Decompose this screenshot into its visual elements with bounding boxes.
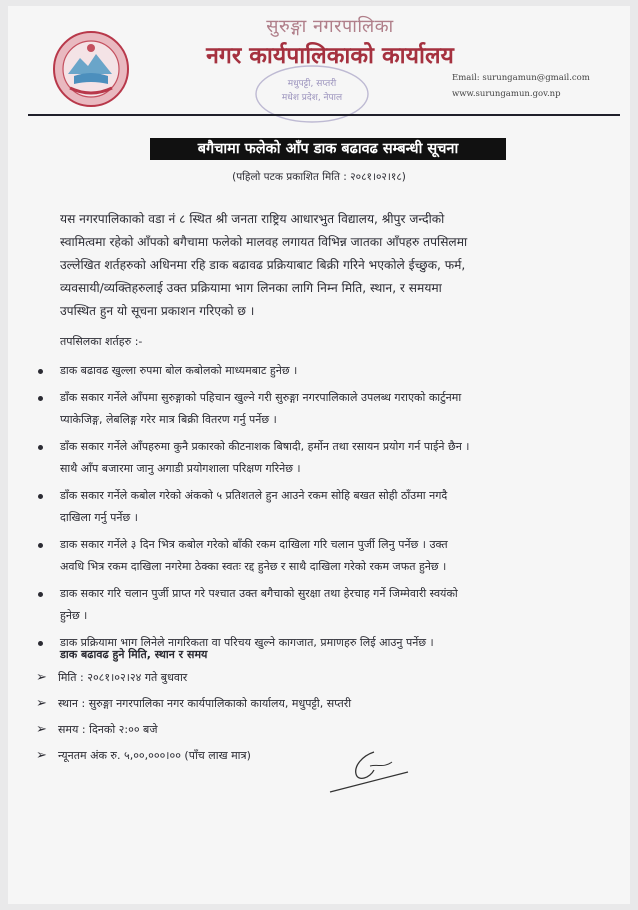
bullet-icon xyxy=(38,592,43,597)
bid-detail-time: ➢ समय : दिनको २:०० बजे xyxy=(36,720,351,746)
svg-text:मधुपट्टी, सप्तरी: मधुपट्टी, सप्तरी xyxy=(287,79,337,89)
bid-details-heading: डाक बढावढ हुने मिति, स्थान र समय xyxy=(60,648,208,661)
bullet-icon xyxy=(38,369,43,374)
arrow-icon: ➢ xyxy=(36,670,47,685)
term-item: डाँक सकार गर्नेले आँपमा सुरुङ्गाको पहिचान खुल्ने गरी सुरुङ्गा नगरपालिकाले उपलब्ध गराएको कार्टुनमा प्याकेजिङ्ग, लेबलिङ्ग गरेर मात्र बिक्री वितरण गर्नु पर्नेछ । xyxy=(38,387,598,432)
bullet-icon xyxy=(38,494,43,499)
term-item: डाक प्रक्रियामा भाग लिनेले नागरिकता वा परिचय खुल्ने कागजात, प्रमाणहरु लिई आउनु पर्नेछ । xyxy=(38,632,598,655)
intro-line: उल्लेखित शर्तहरुको अधिनमा रहि डाक बढावढ प्रक्रियाबाट बिक्री गरिने भएकोले ईच्छुक, फर्म, xyxy=(60,258,466,272)
arrow-icon: ➢ xyxy=(36,748,47,763)
term-item: डाँक सकार गर्नेले कबोल गरेको अंकको ५ प्रतिशतले हुन आउने रकम सोहि बखत सोही ठाँउमा नगदै दाखिला गर्नु पर्नेछ । xyxy=(38,485,598,530)
bid-details-list xyxy=(36,668,351,772)
term-item: डाँक सकार गर्नेले आँपहरुमा कुनै प्रकारको कीटनाशक बिषादी, हर्मोन तथा रसायन प्रयोग गर्न पाईने छैन । साथै आँप बजारमा जानु अगाडी प्रयोगशाला परिक्षण गरिनेछ । xyxy=(38,436,598,481)
intro-line: यस नगरपालिकाको वडा नं ८ स्थित श्री जनता राष्ट्रिय आधारभुत विद्यालय, श्रीपुर जन्दीको xyxy=(60,212,445,226)
notice-title: बगैचामा फलेको आँप डाक बढावढ सम्बन्धी सूचना xyxy=(150,138,506,160)
bullet-icon xyxy=(38,445,43,450)
intro-line: व्यवसायी/व्यक्तिहरुलाई उक्त प्रक्रियामा भाग लिनका लागि निम्न मिति, स्थान, र समयमा xyxy=(60,281,442,295)
intro-line: स्वामित्वमा रहेको आँपको बगैचामा फलेको मालवह लगायत विभिन्न जातका आँपहरु तपसिलमा xyxy=(60,235,468,249)
intro-paragraph xyxy=(60,208,600,323)
intro-line: उपस्थित हुन यो सूचना प्रकाशन गरिएको छ । xyxy=(60,304,255,318)
arrow-icon: ➢ xyxy=(36,722,47,737)
term-item: डाक सकार गरि चलान पुर्जी प्राप्त गरे पश्चात उक्त बगैचाको सुरक्षा तथा हेरचाह गर्ने जिम्मेवारी स्वयंको हुनेछ । xyxy=(38,583,598,628)
municipality-name: सुरुङ्गा नगरपालिका xyxy=(266,16,394,37)
terms-heading: तपसिलका शर्तहरु :- xyxy=(60,335,143,348)
bid-detail-place: ➢ स्थान : सुरुङ्गा नगरपालिका नगर कार्यपालिकाको कार्यालय, मधुपट्टी, सप्तरी xyxy=(36,694,351,720)
bullet-icon xyxy=(38,396,43,401)
term-item: डाक बढावढ खुल्ला रुपमा बोल कबोलको माध्यमबाट हुनेछ । xyxy=(38,360,598,383)
government-emblem-logo xyxy=(52,30,130,108)
bid-detail-date: ➢ मिति : २०८१।०२।२४ गते बुधवार xyxy=(36,668,351,694)
arrow-icon: ➢ xyxy=(36,696,47,711)
header-divider xyxy=(28,114,620,116)
contact-block xyxy=(452,70,590,102)
website-text: www.surungamun.gov.np xyxy=(452,89,561,99)
terms-list xyxy=(38,360,598,658)
signature-mark xyxy=(326,744,416,800)
publication-date: (पहिलो पटक प्रकाशित मिति : २०८१।०२।१८) xyxy=(232,171,406,183)
bullet-icon xyxy=(38,641,43,646)
term-item: डाक सकार गर्नेले ३ दिन भित्र कबोल गरेको बाँकी रकम दाखिला गरि चलान पुर्जी लिनु पर्नेछ । उक्त अवधि भित्र रकम दाखिला नगरेमा ठेक्का स्वतः रद्द हुनेछ र साथै दाखिला गरेको रकम जफत हुनेछ । xyxy=(38,534,598,579)
email-text: Email: surungamun@gmail.com xyxy=(452,73,590,83)
svg-text:मधेश प्रदेश, नेपाल: मधेश प्रदेश, नेपाल xyxy=(281,93,343,103)
bullet-icon xyxy=(38,543,43,548)
bid-detail-minimum-amount: ➢ न्यूनतम अंक रु. ५,००,०००।०० (पाँच लाख मात्र) xyxy=(36,746,351,772)
office-title: नगर कार्यपालिकाको कार्यालय xyxy=(206,42,454,69)
